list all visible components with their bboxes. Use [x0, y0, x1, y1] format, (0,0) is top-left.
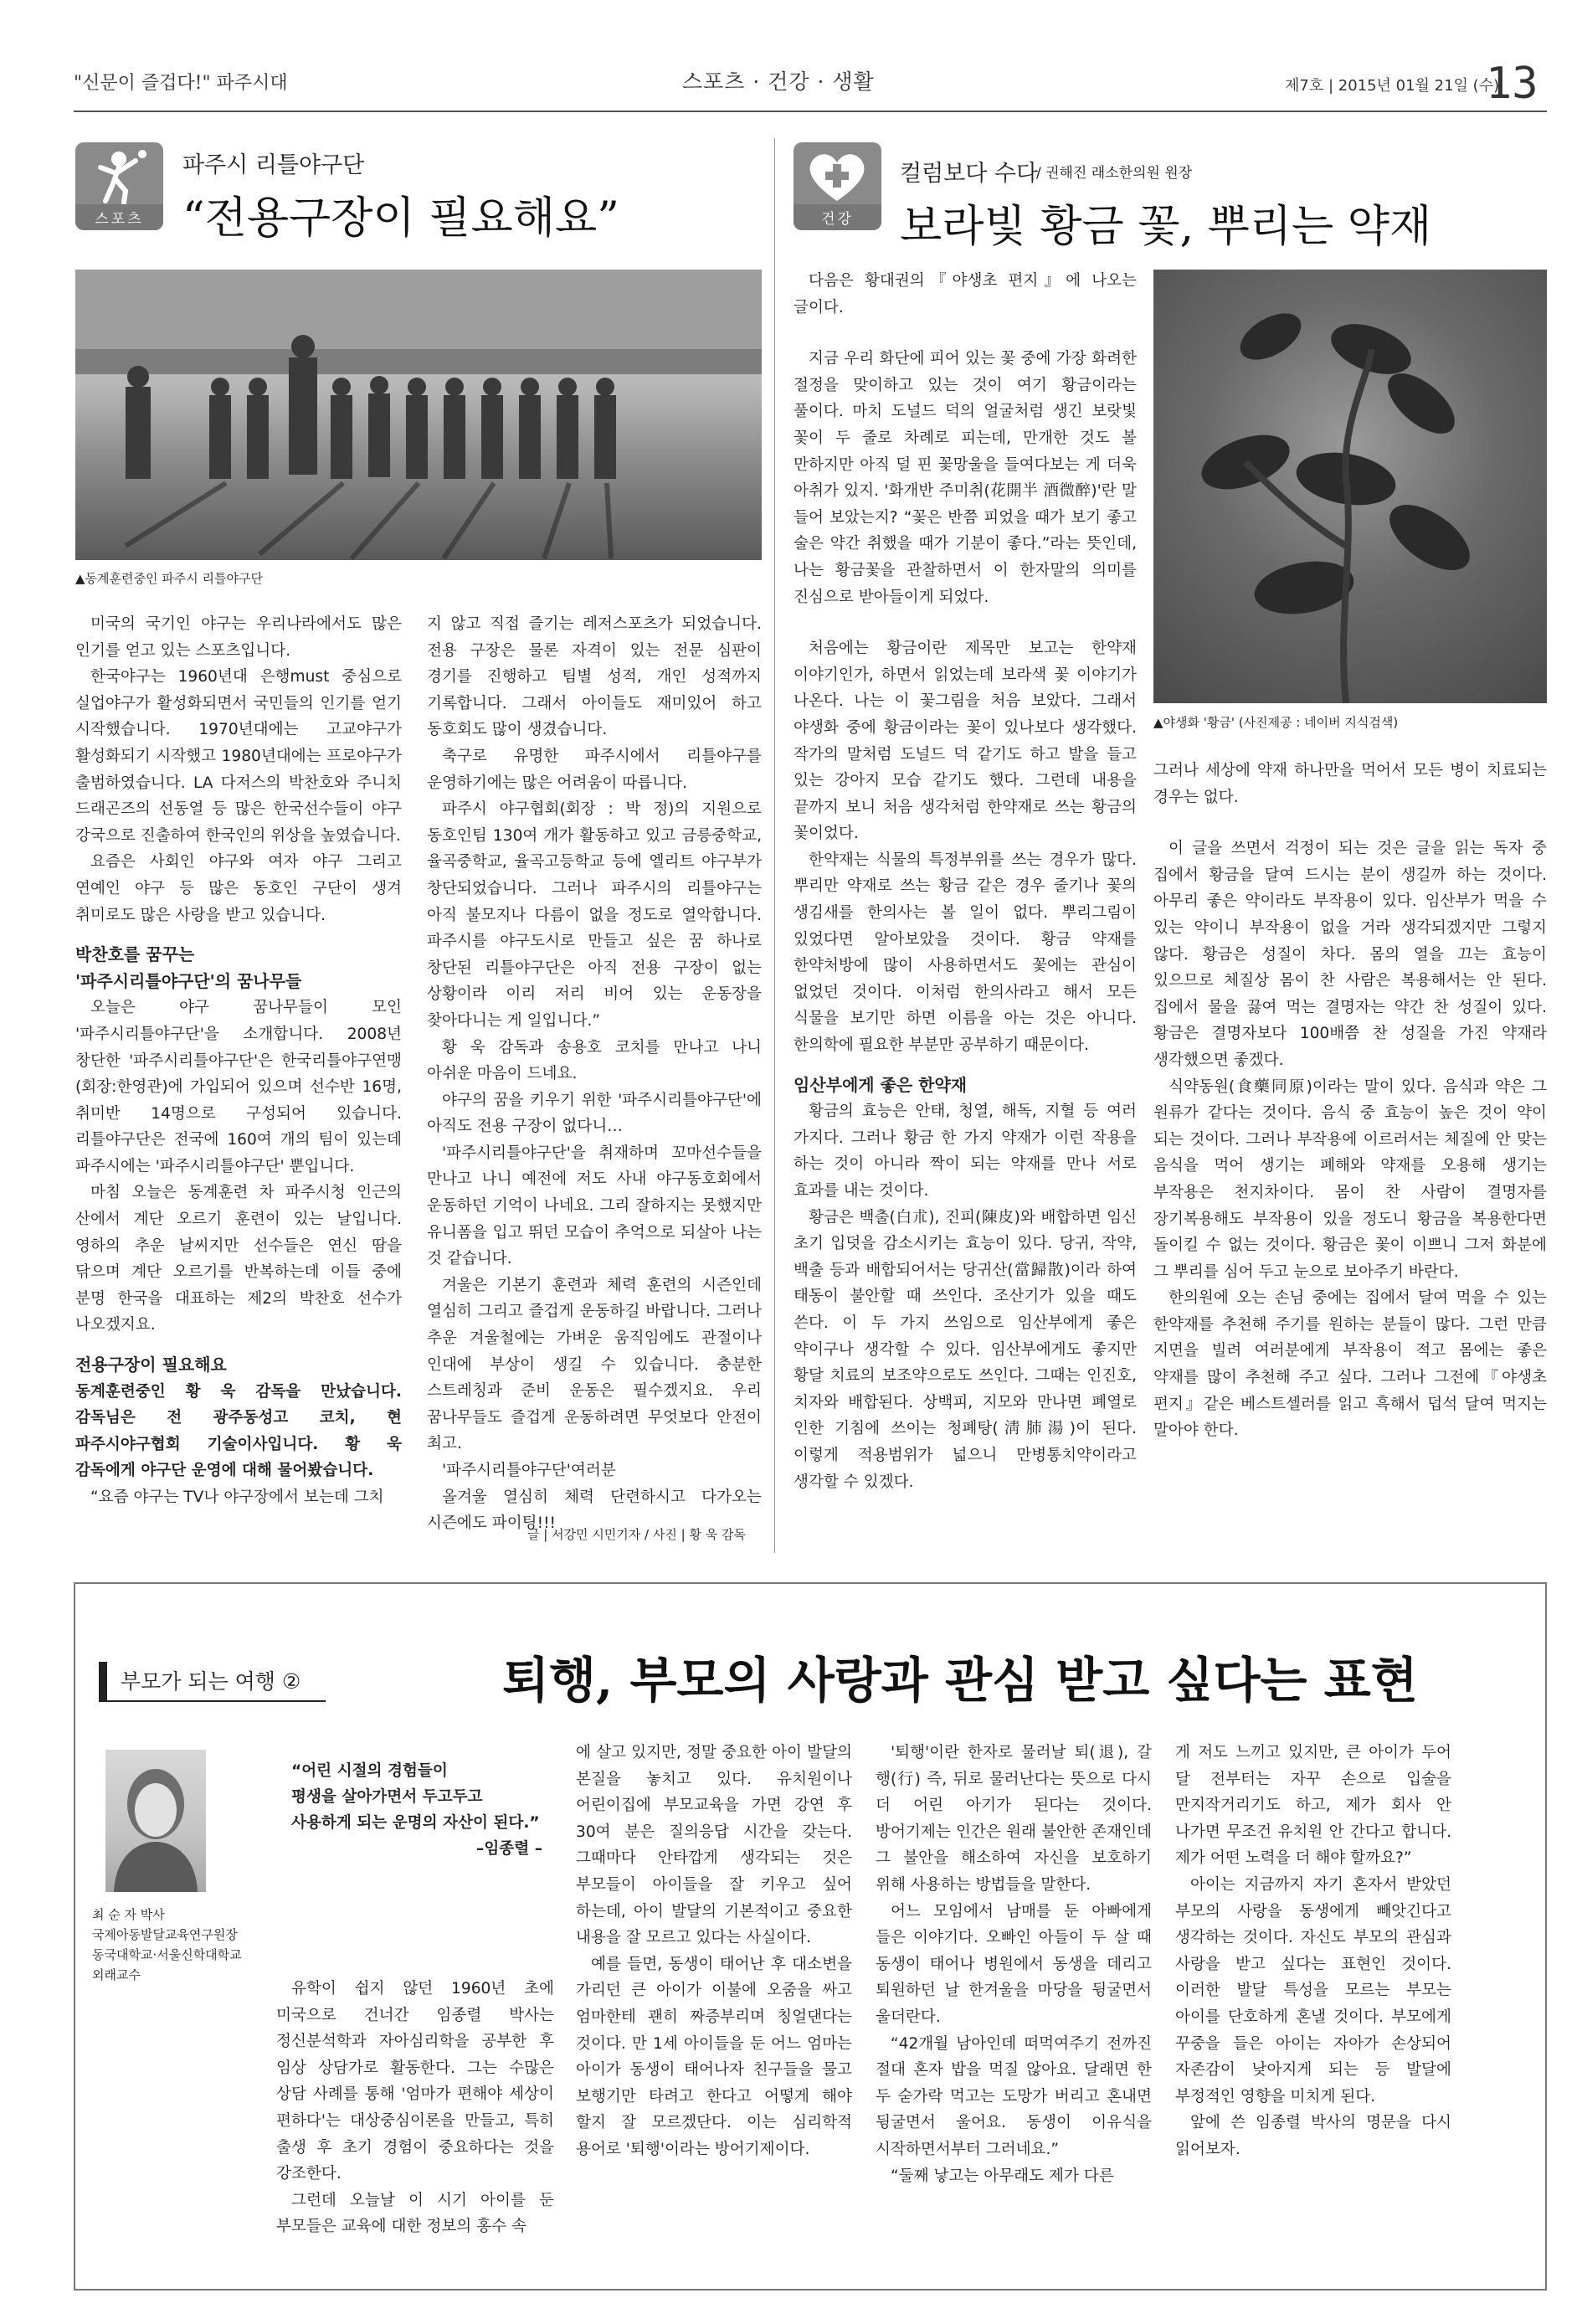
subheading: 전용구장이 필요해요	[75, 1355, 227, 1375]
sports-icon-label: 스포츠	[75, 204, 163, 230]
section-name: 스포츠 · 건강 · 생활	[682, 69, 875, 94]
paragraph: 지 않고 직접 즐기는 레저스포츠가 되었습니다. 전용 구장은 물론 자격이 있는 전문 심판이 경기를 진행하고 팀별 성적, 개인 성적까지 기록합니다. 그래서 아이들도 재미있어 하고 동호회도 많이 생겼습니다.	[427, 615, 762, 739]
paragraph: 황금은 백출(白朮), 진피(陳皮)와 배합하면 임신 초기 입덧을 감소시키는 효능이 있다. 당귀, 작약, 백출 등과 배합되어서는 당귀산(當歸散)이라 하여 태동이 불안할 때 쓰인다. 조산기가 있을 때도 쓴다. 이 두 가지 쓰임으로 임산부에게 좋은 약이구나 생각할 수 있다. 임산부에게도 좋지만 황달 치료의 보조약으로도 쓰인다. 그때는 인진호, 치자와 배합된다. 상백피, 지모와 만나면 폐열로 인한 기침에 쓰이는 청폐탕(淸肺湯)이 된다. 이렇게 적용범위가 넓으니 만병통치약이라고 생각할 수 있겠다.	[794, 1208, 1137, 1491]
heart-cross-icon	[794, 142, 881, 209]
parenting-headline: 퇴행, 부모의 사랑과 관심 받고 싶다는 표현	[502, 1652, 1418, 1709]
author-title: 국제아동발달교육연구원장	[92, 1927, 238, 1942]
flower-photo-image	[1153, 270, 1547, 703]
paragraph: 다음은 황대권의『야생초 편지』에 나오는 글이다.	[794, 272, 1137, 316]
paragraph: 앞에 쓴 임종렬 박사의 명문을 다시 읽어보자.	[1175, 2114, 1451, 2158]
flower-photo-caption: ▲야생화 '황금' (사진제공 : 네이버 지식검색)	[1153, 715, 1399, 730]
parenting-column-4	[1175, 1740, 1451, 2163]
sports-byline: 글 | 서강민 시민기자 / 사진 | 황 욱 감독	[527, 1527, 746, 1542]
paragraph: 에 살고 있지만, 정말 중요한 아이 발달의 본질을 놓치고 있다. 유치원이나 어린이집에 부모교육을 가면 강연 후 30여 분은 질의응답 시간을 갖는다. 그때마다 안타깝게 생각되는 것은 부모들이 아이들을 잘 키우고 싶어 하는데, 아이 발달의 기본적이고 중요한 내용을 잘 모르고 있다는 사실이다.	[576, 1744, 852, 1947]
team-photo-image	[75, 270, 762, 560]
paragraph-gap	[794, 321, 1137, 346]
author-photo	[105, 1750, 206, 1892]
paragraph: 오늘은 야구 꿈나무들이 모인 '파주시리틀야구단'을 소개합니다. 2008년 창단한 '파주시리틀야구단'은 한국리틀야구연맹(회장:한영관)에 가입되어 있으며 선수반 16명, 취미반 14명으로 구성되어 있습니다. 리틀야구단은 전국에 160여 개의 팀이 있는데 파주시에는 '파주시리틀야구단' 뿐입니다.	[75, 999, 402, 1175]
paragraph: 미국의 국기인 야구는 우리나라에서도 많은 인기를 얻고 있는 스포츠입니다.	[75, 615, 402, 660]
column-divider	[774, 138, 775, 1553]
paragraph: '퇴행'이란 한자로 물러날 퇴(退), 갈 행(行) 즉, 뒤로 물러난다는 뜻으로 다시 더 어린 아기가 된다는 것이다. 방어기제는 인간은 원래 불안한 존재인데 그 불안을 해소하여 자신을 보호하기 위해 사용하는 방법들을 말한다.	[876, 1744, 1152, 1894]
paragraph: 요즘은 사회인 야구와 여자 야구 그리고 연예인 야구 등 많은 동호인 구단이 생겨 취미로도 많은 사랑을 받고 있습니다.	[75, 853, 402, 924]
paragraph: '파주시리틀야구단'을 취재하며 꼬마선수들을 만나고 나니 예전에 저도 사내 야구동호회에서 운동하던 기억이 나네요. 그리 잘하지는 못했지만 유니폼을 입고 뛰던 모습이 추억으로 되살아 나는 것 같습니다.	[427, 1144, 762, 1268]
paragraph: 겨울은 기본기 훈련과 체력 훈련의 시즌인데 열심히 그리고 즐겁게 운동하길 바랍니다. 그러나 추운 겨울철에는 가벼운 움직임에도 관절이나 인대에 부상이 생길 수 있습니다. 충분한 스트레칭과 준비 운동은 필수겠지요. 우리 꿈나무들도 즐겁게 운동하려면 무엇보다 안전이 최고.	[427, 1276, 762, 1453]
paragraph: 이 글을 쓰면서 걱정이 되는 것은 글을 읽는 독자 중 집에서 황금을 달여 드시는 분이 생길까 하는 것이다. 아무리 좋은 약이라도 부작용이 있다. 임산부가 먹을 수 있는 약이니 부작용이 없을 거라 생각되겠지만 그렇지 않다. 황금은 성질이 차다. 몸의 열을 끄는 효능이 있으므로 체질상 몸이 찬 사람은 복용해서는 안 된다. 집에서 물을 끓여 먹는 결명자는 약간 찬 성질이 있다. 황금은 결명자보다 100배쯤 찬 성질을 가진 약재라 생각했으면 좋겠다.	[1153, 840, 1547, 1069]
sports-kicker: 파주시 리틀야구단	[182, 152, 365, 178]
paragraph: 올겨울 열심히 체력 단련하시고 다가오는 시즌에도 파이팅!!!	[427, 1488, 762, 1533]
issue-info: 제7호 | 2015년 01월 21일 (수)	[1285, 77, 1500, 95]
sports-section-icon	[75, 142, 163, 230]
paragraph: 축구로 유명한 파주시에서 리틀야구를 운영하기에는 많은 어려움이 따릅니다.	[427, 747, 762, 792]
subheading: '파주시리틀야구단'의 꿈나무들	[75, 970, 302, 991]
paragraph: 게 저도 느끼고 있지만, 큰 아이가 두어 달 전부터는 자꾸 손으로 입술을 만지작거리기도 하고, 제가 회사 안 나가면 무조건 유치원 안 간다고 합니다. 제가 어떤 노력을 더 해야 할까요?”	[1175, 1744, 1451, 1868]
masthead-rule	[74, 111, 1547, 112]
paragraph: 아이는 지금까지 자기 혼자서 받았던 부모의 사랑을 동생에게 빼앗긴다고 생각하는 것이다. 자신도 부모의 관심과 사랑을 받고 싶다는 표현인 것이다. 이러한 발달 특성을 모르는 부모는 아이를 단호하게 혼낼 것이다. 부모에게 꾸중을 들은 아이는 자아가 손상되어 자존감이 낮아지게 되는 등 발달에 부정적인 영향을 미치게 된다.	[1175, 1875, 1451, 2105]
subheading: 박찬호를 꿈꾸는	[75, 944, 195, 965]
batter-icon	[75, 142, 163, 209]
sports-column-2	[427, 611, 762, 1537]
health-column-2	[1153, 758, 1547, 1444]
paragraph: 한국야구는 1960년대 은행must 중심으로 실업야구가 활성화되면서 국민들의 인기를 얻기 시작했습니다. 1970년대에는 고교야구가 활성화되기 시작했고 1980년대에는 프로야구가 출범하였습니다. LA 다저스의 박찬호와 주니치 드래곤즈의 선동열 등 많은 한국선수들이 야구 강국으로 진출하여 한국인의 위상을 높였습니다.	[75, 668, 402, 845]
parenting-column-3	[876, 1740, 1152, 2189]
paragraph: 황 욱 감독과 송용호 코치를 만나고 나니 아쉬운 마음이 드네요.	[427, 1038, 762, 1083]
series-tag: 부모가 되는 여행 ②	[99, 1662, 326, 1702]
paragraph: 처음에는 황금이란 제목만 보고는 한약재 이야기인가, 하면서 읽었는데 보라색 꽃 이야기가 나온다. 나는 이 꽃그림을 처음 보았다. 그래서 야생화 중에 황금이라는 꽃이 있나보다 생각했다. 작가의 말처럼 도널드 덕 같기도 하고 발을 들고 있는 강아지 모습 같기도 했다. 그런데 내용을 끝까지 보니 처음 생각처럼 한약재로 쓰는 황금의 꽃이었다.	[794, 640, 1137, 843]
paragraph: “둘째 낳고는 아무래도 제가 다른	[891, 2167, 1114, 2185]
pull-quote	[291, 1758, 542, 1862]
paragraph: “요즘 야구는 TV나 야구장에서 보는데 그치	[90, 1488, 384, 1506]
paragraph: 황금의 효능은 안태, 청열, 해독, 지혈 등 여러 가지다. 그러나 황금 한 가지 약재가 이런 작용을 하는 것이 아니라 짝이 되는 약재를 만나 서로 효과를 내는 것이다.	[794, 1103, 1137, 1200]
quote-line-3: 사용하게 되는 운명의 자산이 된다.”	[291, 1814, 540, 1832]
health-section-icon	[794, 142, 881, 230]
author-role: 외래교수	[92, 1967, 141, 1982]
parenting-column-1	[276, 1976, 554, 2240]
health-icon-label: 건강	[794, 204, 881, 230]
paragraph: 그런데 오늘날 이 시기 아이를 둔 부모들은 교육에 대한 정보의 홍수 속	[276, 2191, 554, 2236]
paragraph: 어느 모임에서 남매를 둔 아빠에게 들은 이야기다. 오빠인 아들이 두 살 때 동생이 태어나 병원에서 동생을 데리고 퇴원하던 날 한겨울을 마당을 뒹굴면서 울더란다.	[876, 1902, 1152, 2026]
masthead-logo: "신문이 즐겁다!" 파주시대	[74, 73, 288, 94]
sports-column-1	[75, 611, 402, 1511]
paragraph-gap	[1153, 810, 1547, 836]
paragraph: 예를 들면, 동생이 태어난 후 대소변을 가리던 큰 아이가 이불에 오줌을 싸고 엄마한테 괜히 짜증부리며 칭얼댄다는 것이다. 만 1세 아이들을 둔 어느 엄마는 아이가 동생이 태어나자 친구들을 물고 보행기만 타려고 한다고 어떻게 해야 할지 잘 모르겠단다. 이는 심리학적 용어로 '퇴행'이라는 방어기제이다.	[576, 1955, 852, 2158]
team-photo-caption: ▲동계훈련중인 파주시 리틀야구단	[75, 571, 263, 586]
health-kicker: 컬럼보다 수다	[900, 161, 1039, 187]
quote-attribution: –임종렬 –	[476, 1840, 542, 1858]
paragraph-gap	[794, 610, 1137, 635]
author-name: 최 순 자 박사	[92, 1907, 165, 1922]
paragraph: 파주시 야구협회(회장 : 박 정)의 지원으로 동호인팀 130여 개가 활동하고 있고 금릉중학교, 율곡중학교, 율곡고등학교 등에 엘리트 야구부가 창단되었습니다. 그러나 파주시의 리틀야구는 아직 불모지나 다름이 없을 정도로 열악합니다. 파주시를 야구도시로 만들고 싶은 꿈 하나로 창단된 리틀야구단은 아직 전용 구장이 없는 상황이라 이리 저리 비어 있는 운동장을 찾아다니는 게 일입니다.”	[427, 800, 762, 1030]
paragraph: 야구의 꿈을 키우기 위한 '파주시리틀야구단'에 아직도 전용 구장이 없다니…	[427, 1091, 762, 1136]
author-portrait-image	[105, 1750, 206, 1892]
paragraph: 한의원에 오는 손님 중에는 집에서 달여 먹을 수 있는 한약재를 추천해 주기를 원하는 분들이 많다. 그런 만큼 지면을 빌려 여러분에게 부작용이 적고 몸에는 좋은 약재를 많이 추천해 주고 싶다. 그러나 그전에『야생초 편지』같은 베스트셀러를 읽고 흑해서 덥석 달여 먹지는 말아야 한다.	[1153, 1289, 1547, 1440]
author-affiliation: 동국대학교·서울신학대학교	[92, 1947, 242, 1962]
flower-photo	[1153, 270, 1547, 703]
health-headline: 보라빛 황금 꽃, 뿌리는 약재	[900, 202, 1432, 252]
paragraph: 그러나 세상에 약재 하나만을 먹어서 모든 병이 치료되는 경우는 없다.	[1153, 762, 1547, 806]
parenting-column-2	[576, 1740, 852, 2163]
team-photo	[75, 270, 762, 560]
paragraph: 식약동원(食藥同原)이라는 말이 있다. 음식과 약은 그 원류가 같다는 것이다. 음식 중 효능이 높은 것이 약이 되는 것이다. 그러나 부작용에 이르러서는 체질에 안 맞는 음식을 먹어 생기는 폐해와 약재를 오용해 생기는 부작용은 천지차이다. 몸이 찬 사람이 결명자를 장기복용해도 부작용이 있을 정도니 황금을 복용한다면 돌이킬 수 없는 것이다. 황금은 꽃이 이쁘니 그저 화분에 그 뿌리를 심어 두고 눈으로 보아주기 바란다.	[1153, 1077, 1547, 1281]
paragraph: 마침 오늘은 동계훈련 차 파주시청 인근의 산에서 계단 오르기 훈련이 있는 날입니다. 영하의 추운 날씨지만 선수들은 연신 땀을 닦으며 계단 오르기를 반복하는데 이들 중에 분명 한국을 대표하는 제2의 박찬호 선수가 나오겠지요.	[75, 1184, 402, 1334]
paragraph: “42개월 남아인데 떠먹여주기 전까진 절대 혼자 밥을 먹질 않아요. 달래면 한 두 숟가락 먹고는 도망가 버리고 혼내면 뒹굴면서 울어요. 동생이 이유식을 시작하면서부터 그러네요.”	[876, 2034, 1152, 2158]
sports-headline: “전용구장이 필요해요”	[182, 193, 619, 244]
author-info	[92, 1905, 242, 1985]
paragraph: 동계훈련중인 황 욱 감독을 만났습니다. 감독님은 전 광주동성고 코치, 현 파주시야구협회 기술이사입니다. 황 욱 감독에게 야구단 운영에 대해 물어봤습니다.	[75, 1382, 402, 1480]
paragraph: 한약재는 식물의 특정부위를 쓰는 경우가 많다. 뿌리만 약재로 쓰는 황금 같은 경우 줄기나 꽃의 생김새를 한의사는 볼 일이 없다. 뿌리그림이 있었다면 알아보았을 것이다. 황금 약재를 한약처방에 많이 사용하면서도 꽃에는 관심이 없었던 것이다. 이처럼 한의사라고 해서 모든 식물을 보기만 하면 이름을 아는 것은 아니다. 한의학에 필요한 부분만 공부하기 때문이다.	[794, 851, 1137, 1055]
paragraph: 유학이 쉽지 않던 1960년 초에 미국으로 건너간 임종렬 박사는 정신분석학과 자아심리학을 공부한 후 임상 상담가로 활동한다. 그는 수많은 상담 사례를 통해 '엄마가 편해야 세상이 편하다'는 대상중심이론을 만들고, 특히 출생 후 초기 경험이 중요하다는 것을 강조한다.	[276, 1980, 554, 2183]
paragraph: '파주시리틀야구단'여러분	[442, 1462, 616, 1479]
quote-line-2: 평생을 살아가면서 두고두고	[291, 1788, 483, 1806]
health-column-1	[794, 268, 1137, 1495]
quote-line-1: “어린 시절의 경험들이	[291, 1762, 448, 1780]
paragraph: 지금 우리 화단에 피어 있는 꽃 중에 가장 화려한 절정을 맞이하고 있는 것이 여기 황금이라는 풀이다. 마치 도널드 덕의 얼굴처럼 생긴 보랏빛 꽃이 두 줄로 차례로 피는데, 만개한 것도 볼 만하지만 아직 덜 핀 꽃망울을 들여다보는 게 더욱 아취가 있지. '화개반 주미취(花開半 酒微醉)'란 말 들어 보았는지? “꽃은 반쯤 피었을 때가 보기 좋고 술은 약간 취했을 때가 기분이 좋다.”라는 뜻인데, 나는 황금꽃을 관찰하면서 이 한자말의 의미를 진심으로 받아들이게 되었다.	[794, 350, 1137, 606]
health-author: / 권해진 래소한의원 원장	[1036, 165, 1193, 182]
subheading: 임산부에게 좋은 한약재	[794, 1074, 968, 1095]
page-number: 13	[1486, 59, 1538, 109]
